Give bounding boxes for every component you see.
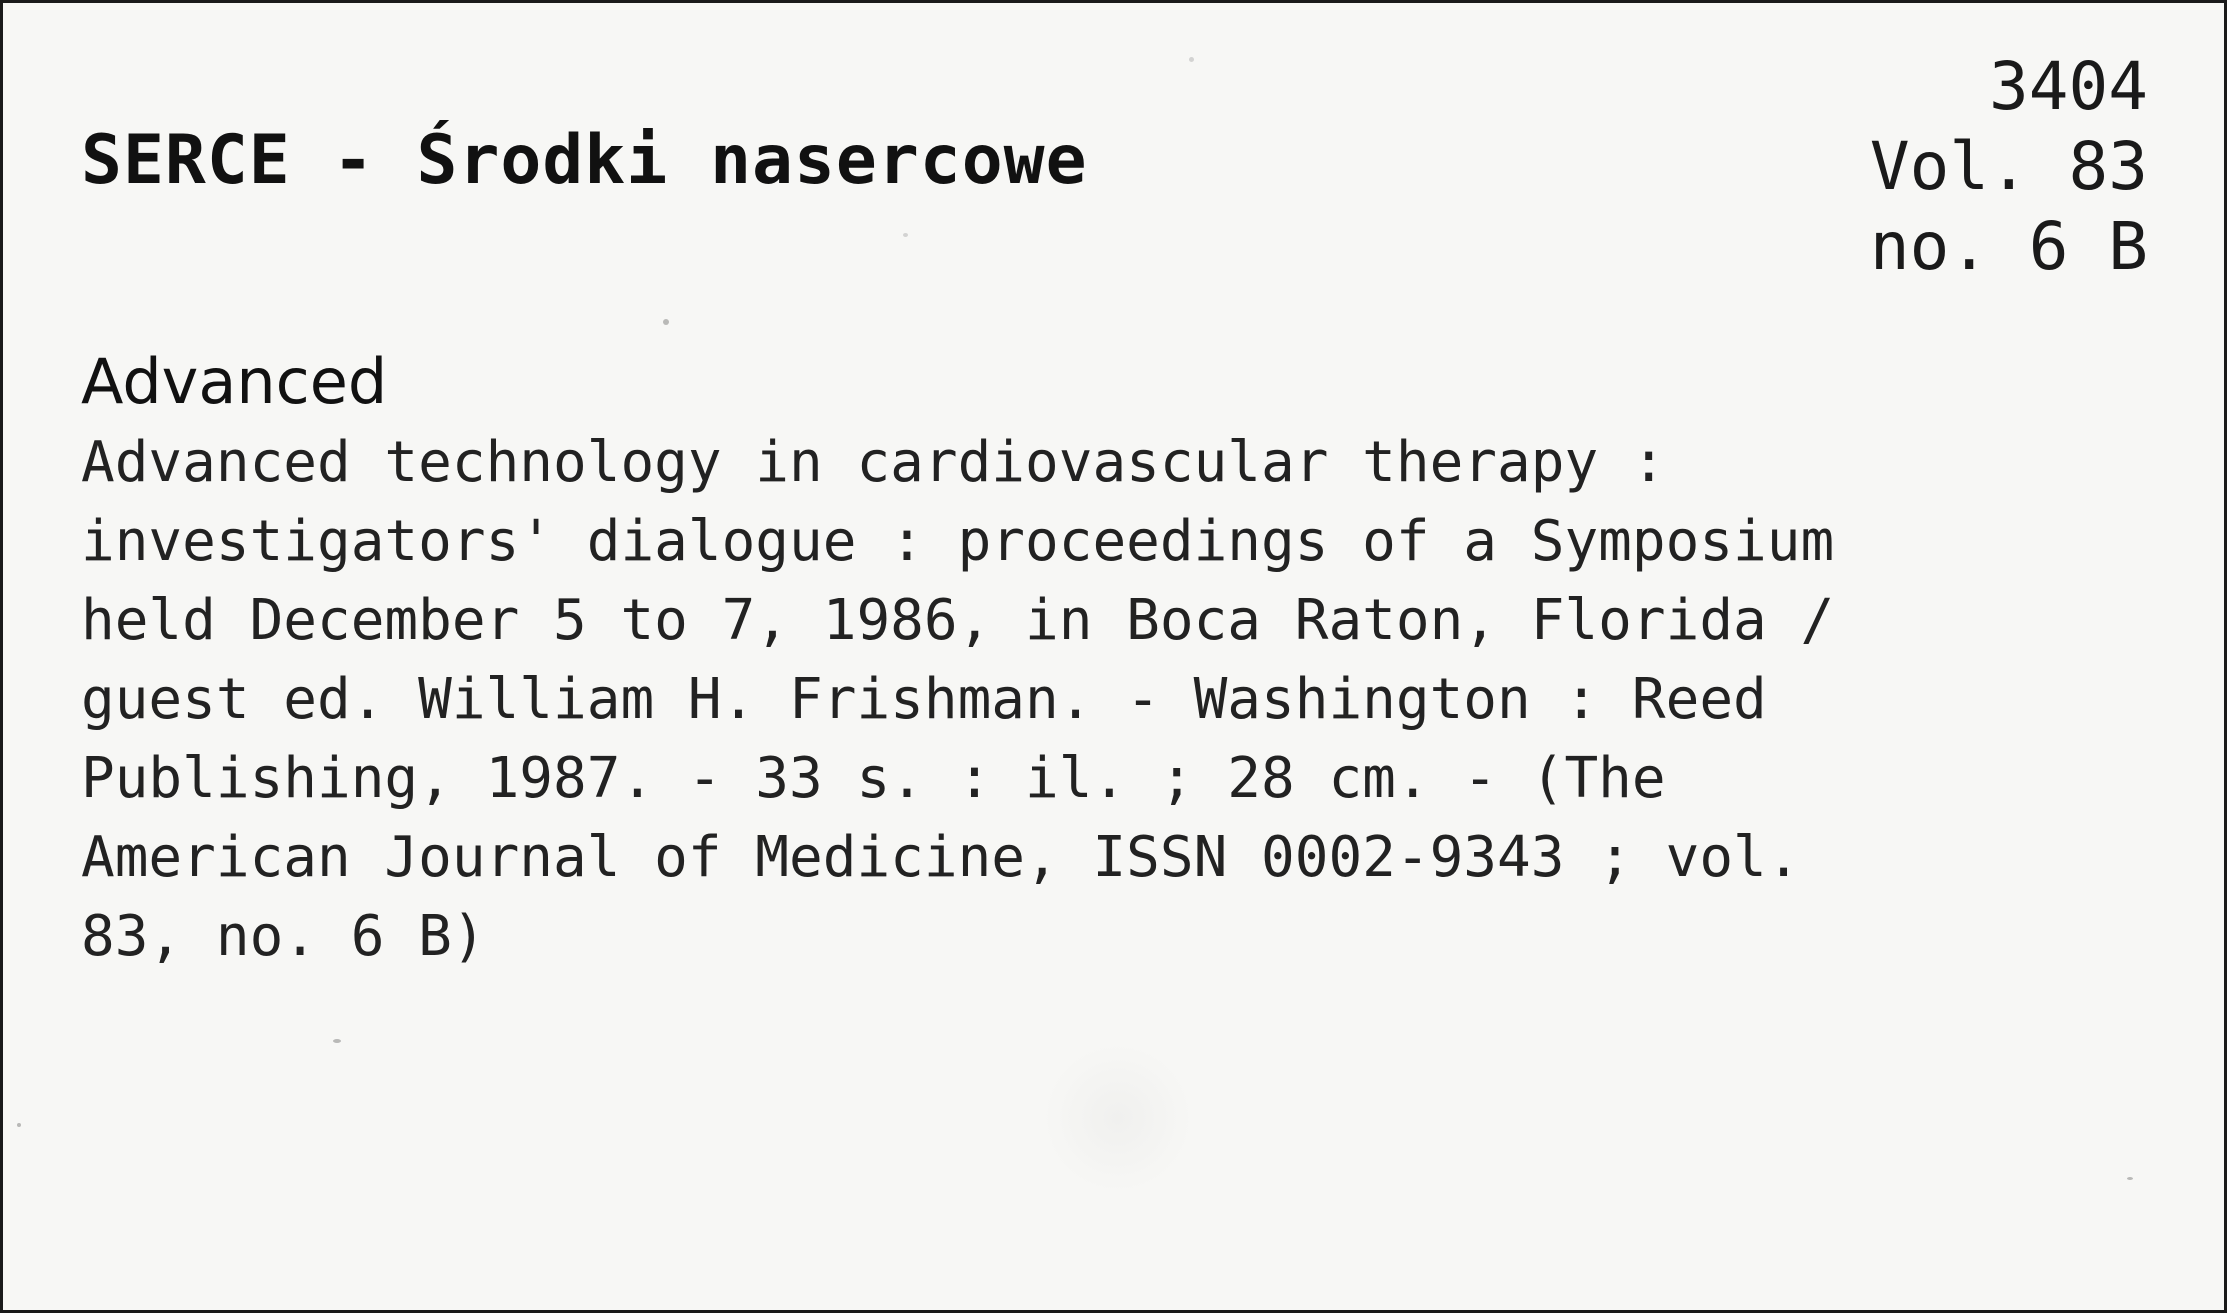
call-number-line-3: no. 6 B xyxy=(1869,208,2148,285)
description-line: guest ed. William H. Frishman. - Washington : Reed xyxy=(81,667,1767,732)
main-entry: Advanced xyxy=(81,345,388,418)
call-number xyxy=(1870,47,2148,287)
scan-speck xyxy=(1189,57,1194,62)
scan-speck xyxy=(17,1123,21,1127)
description-line: held December 5 to 7, 1986, in Boca Raton, Florida / xyxy=(81,588,1835,653)
call-number-line-2: Vol. 83 xyxy=(1869,128,2148,205)
description-line: American Journal of Medicine, ISSN 0002-9343 ; vol. xyxy=(81,825,1801,890)
description-line: investigators' dialogue : proceedings of a Symposium xyxy=(81,509,1835,574)
description-line: Advanced technology in cardiovascular therapy : xyxy=(81,430,1666,495)
scan-speck xyxy=(2127,1177,2133,1180)
scan-speck xyxy=(663,319,669,325)
scan-speck xyxy=(903,233,908,237)
call-number-line-1: 3404 xyxy=(1989,48,2148,125)
scan-smudge xyxy=(1043,1043,1193,1193)
subject-heading: SERCE - Środki nasercowe xyxy=(81,121,1088,200)
description-line: Publishing, 1987. - 33 s. : il. ; 28 cm. - (The xyxy=(81,746,1666,811)
description-line: 83, no. 6 B) xyxy=(81,904,486,969)
scan-speck xyxy=(333,1039,341,1043)
bibliographic-description xyxy=(81,423,2181,976)
